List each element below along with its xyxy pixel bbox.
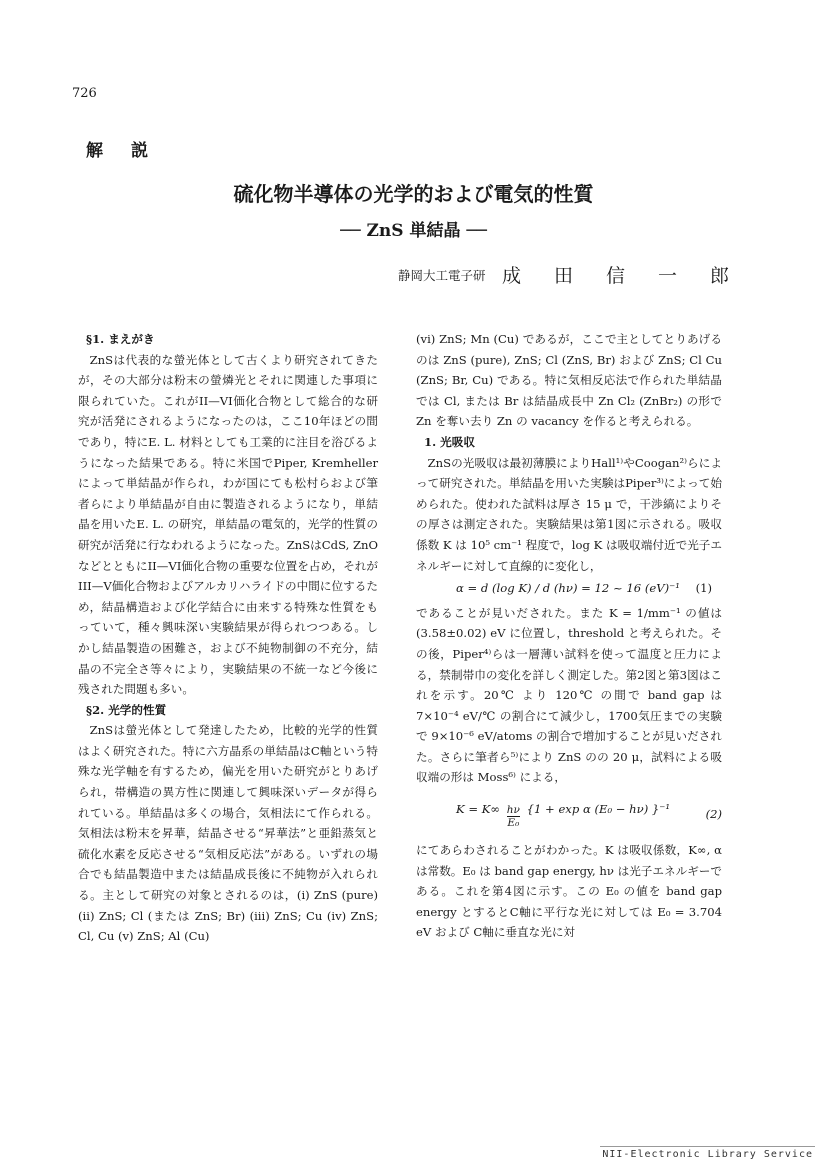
equation-2-fraction [507, 804, 520, 829]
equation-2-denominator: E₀ [507, 817, 520, 830]
page-number: 726 [72, 86, 97, 101]
author-name: 成田信一郎 [502, 265, 763, 287]
equation-2-number: (2) [705, 806, 722, 821]
equation-2 [416, 794, 722, 834]
footer-rule [600, 1146, 815, 1147]
equation-2-rhs: {1 + exp α (E₀ − hν) }⁻¹ [526, 802, 671, 817]
equation-1-number: (1) [695, 581, 712, 596]
equation-1 [416, 578, 722, 599]
section-label: 解説 [86, 141, 176, 161]
equation-2-numerator: hν [506, 804, 520, 817]
body-paragraph: (vi) ZnS; Mn (Cu) であるが，ここで主としてとりあげるのは ZnS (pure), ZnS; Cl (ZnS, Br) および ZnS; Cl Cu (ZnS; Br, Cu) である。特に気相反応法で作られた単結晶では Cl, または Br は結晶成長中 Zn Cl₂ (ZnBr₂) の形で Zn を奪い去り Zn の vacancy を作ると考えられる。 [416, 332, 722, 429]
paper-title: 硫化物半導体の光学的および電気的性質 [233, 182, 594, 206]
left-column [78, 329, 378, 947]
body-paragraph: ZnSは螢光体として発達したため，比較的光学的性質はよく研究された。特に六方晶系の単結晶はC軸という特殊な光学軸を有するため，偏光を用いた研究がとりあげられ，帯構造の異方性に関連して興味深いデータが得られている。単結晶は多くの場合，気相法にて作られる。気相法は粉末を昇華，結晶させる“昇華法”と亜鉛蒸気と硫化水素を反応させる“気相反応法”がある。いずれの場合でも結晶製造中または結晶成長後に不純物が入れられる。主として研究の対象とされるのは，(i) ZnS (pure) (ii) ZnS; Cl (または ZnS; Br) (iii) ZnS; Cu (iv) ZnS; Cl, Cu (v) ZnS; Al (Cu) [78, 723, 378, 944]
body-paragraph: ZnSは代表的な螢光体として古くより研究されてきたが，その大部分は粉末の螢燐光とそれに関連した事項に限られていた。これがII—VI価化合物として総合的な研究が活発にされるようになったのは，ここ10年ほどの間であり，特にE. L. 材料としても工業的に注目を浴びるようになった結果である。特に米国でPiper, Kremhellerによって単結晶が作られ，わが国にても松村らおよび筆者らにより単結晶が自由に製造されるようになり，単結晶を用いたE. L. の研究，単結晶の電気的，光学的性質の研究が活発に行なわれるようになった。ZnSはCdS, ZnOなどとともにII—VI価化合物の重要な位置を占め，それがIII—V価化合物およびアルカリハライドの中間に位するため，結晶構造および化学結合に由来する特殊な性質をもっていて，種々興味深い実験結果が得られつつある。しかし結晶製造の困難さ，および不純物制御の不充分，結晶の不完全さ等々により，実験結果の不統一など今後に残された問題も多い。 [78, 352, 378, 697]
equation-1-body: α = d (log K) / d (hν) = 12 ~ 16 (eV)⁻¹ [456, 581, 680, 596]
section-heading-1: §1. まえがき [86, 332, 155, 346]
paper-subtitle: ── ZnS 単結晶 ── [340, 221, 487, 241]
body-paragraph: にてあらわされることがわかった。K は吸収係数，K∞, α は常数。E₀ は band gap energy, hν は光子エネルギーである。これを第4図に示す。この E₀ の値を band gap energy とするとC軸に平行な光に対しては E₀ = 3.704 eV および C軸に垂直な光に対 [416, 843, 722, 940]
body-paragraph: ZnSの光吸収は最初薄膜によりHall¹⁾やCoogan²⁾らによって研究された。単結晶を用いた実験はPiper³⁾によって始められた。使われた試料は厚さ 15 μ で，干渉縞によりその厚さは測定された。実験結果は第1図に示される。吸収係数 K は 10⁵ cm⁻¹ 程度で，log K は吸収端付近で光子エネルギーに対して直線的に変化し， [416, 455, 722, 573]
body-paragraph: であることが見いだされた。また K = 1/mm⁻¹ の値は (3.58±0.02) eV に位置し，threshold と考えられた。その後，Piper⁴⁾らは一層薄い試料を使って温度と圧力による，禁制帯巾の変化を詳しく測定した。第2図と第3図はこれを示す。20℃ より 120℃ の間で band gap は 7×10⁻⁴ eV/℃ の割合にて減少し，1700気圧までの実験で 9×10⁻⁶ eV/atoms の割合で増加することが見いだされた。さらに筆者ら⁵⁾により ZnS のの 20 μ，試料による吸収端の形は Moss⁶⁾ による， [416, 605, 722, 785]
right-column [416, 329, 722, 943]
equation-2-lhs: K = K∞ [456, 802, 501, 817]
footer-service-label: NII-Electronic Library Service [602, 1149, 813, 1160]
subsection-heading: 1. 光吸収 [424, 434, 475, 449]
author-affiliation: 静岡大工電子研 [398, 268, 486, 283]
section-heading-2: §2. 光学的性質 [86, 702, 167, 717]
